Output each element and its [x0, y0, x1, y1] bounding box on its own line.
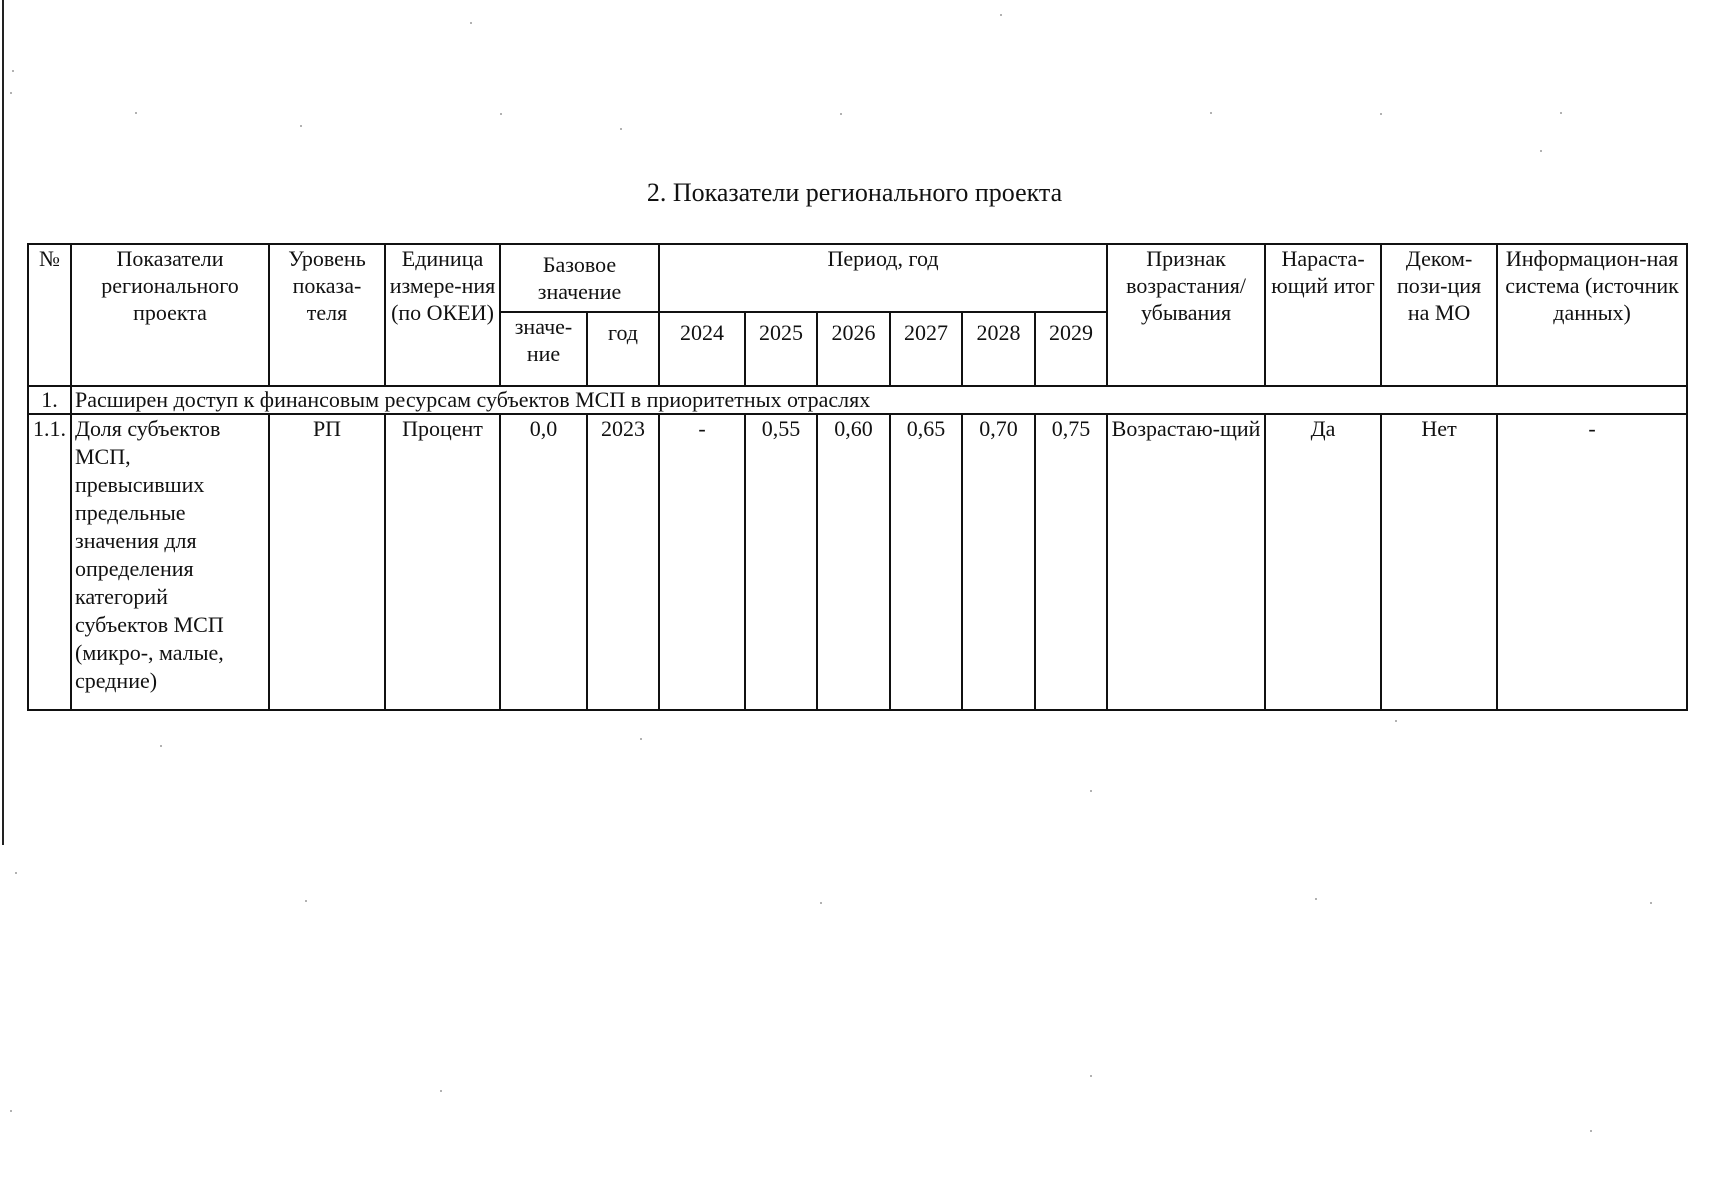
scan-dot [305, 900, 307, 902]
scan-dot [840, 113, 842, 115]
table-header-row [28, 244, 1687, 312]
scan-dot [1395, 720, 1397, 722]
row-value-2028: 0,70 [962, 414, 1035, 710]
row-value-2026: 0,60 [817, 414, 890, 710]
scan-dot [1650, 902, 1652, 904]
scan-dot [300, 125, 302, 127]
scan-dot [1380, 113, 1382, 115]
scan-dot [1315, 898, 1317, 900]
scan-dot [135, 112, 137, 114]
scan-dot [500, 113, 502, 115]
row-trend: Возрастаю-щий [1107, 414, 1265, 710]
header-unit: Единица измере-ния (по ОКЕИ) [385, 244, 500, 386]
row-level: РП [269, 414, 385, 710]
header-year-2027: 2027 [890, 312, 962, 386]
header-decomposition: Деком-пози-ция на МО [1381, 244, 1497, 386]
section-name: Расширен доступ к финансовым ресурсам субъектов МСП в приоритетных отраслях [71, 386, 1687, 414]
scan-dot [1090, 790, 1092, 792]
header-cumulative: Нараста-ющий итог [1265, 244, 1381, 386]
row-decomposition: Нет [1381, 414, 1497, 710]
scan-dot [10, 92, 12, 94]
scan-dot [470, 22, 472, 24]
scan-dot [620, 128, 622, 130]
scan-dot [1090, 1075, 1092, 1077]
header-info-system: Информацион-ная система (источник данных) [1497, 244, 1687, 386]
table-row [28, 414, 1687, 710]
scan-dot [160, 745, 162, 747]
header-year-2028: 2028 [962, 312, 1035, 386]
scan-dot [1210, 112, 1212, 114]
header-indicator: Показатели регионального проекта [71, 244, 269, 386]
header-base-year: год [587, 312, 659, 386]
header-year-2026: 2026 [817, 312, 890, 386]
scan-dot [1590, 1130, 1592, 1132]
row-unit: Процент [385, 414, 500, 710]
section-num: 1. [28, 386, 71, 414]
scan-dot [1560, 112, 1562, 114]
scan-dot [1540, 150, 1542, 152]
row-cumulative: Да [1265, 414, 1381, 710]
header-num: № [28, 244, 71, 386]
row-base-year: 2023 [587, 414, 659, 710]
indicators-table [27, 243, 1688, 711]
scan-dot [1000, 14, 1002, 16]
row-base-value: 0,0 [500, 414, 587, 710]
row-info-system: - [1497, 414, 1687, 710]
header-base-value-group: Базовое значение [500, 244, 659, 312]
header-trend: Признак возрастания/ убывания [1107, 244, 1265, 386]
scan-dot [440, 1090, 442, 1092]
scan-dot [12, 70, 14, 72]
scan-dot [10, 1110, 12, 1112]
header-base-value: значе-ние [500, 312, 587, 386]
row-value-2029: 0,75 [1035, 414, 1107, 710]
header-period-group: Период, год [659, 244, 1107, 312]
row-value-2027: 0,65 [890, 414, 962, 710]
scan-dot [640, 738, 642, 740]
scan-dot [820, 902, 822, 904]
row-value-2024: - [659, 414, 745, 710]
table-section-row [28, 386, 1687, 414]
header-year-2025: 2025 [745, 312, 817, 386]
header-year-2029: 2029 [1035, 312, 1107, 386]
row-indicator: Доля субъектов МСП, превысивших предельные значения для определения категорий субъектов МСП (микро-, малые, средние) [71, 414, 269, 710]
scan-left-edge [2, 0, 4, 845]
section-title: 2. Показатели регионального проекта [646, 178, 1063, 207]
row-num: 1.1. [28, 414, 71, 710]
header-year-2024: 2024 [659, 312, 745, 386]
scan-dot [15, 872, 17, 874]
row-value-2025: 0,55 [745, 414, 817, 710]
header-level: Уровень показа-теля [269, 244, 385, 386]
